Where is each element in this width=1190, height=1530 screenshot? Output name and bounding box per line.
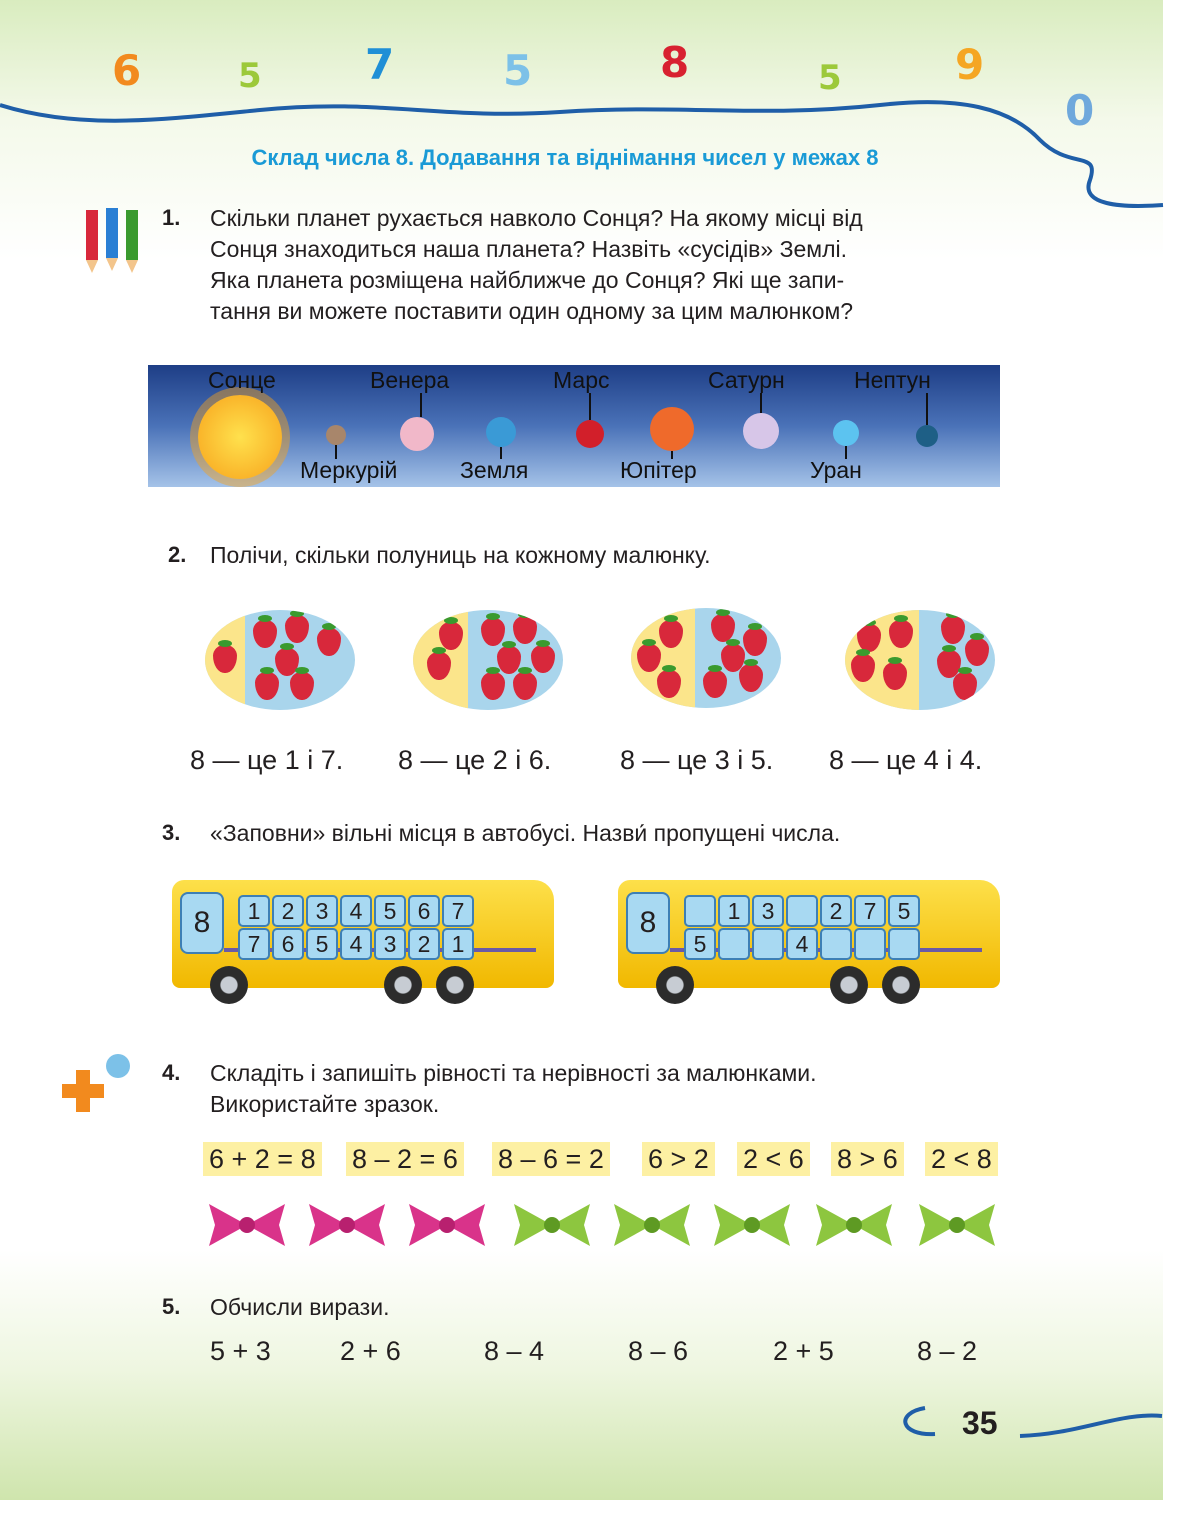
task-number: 5. [162, 1294, 181, 1319]
seat: 1 [718, 895, 750, 927]
task-text-line: Використайте зразок. [210, 1091, 440, 1117]
planet-label: Юпітер [620, 457, 697, 483]
sun-image [198, 395, 282, 479]
pointer-arrow [589, 393, 591, 420]
task-text-line: тання ви можете поставити один одному за цим малюнком? [210, 298, 854, 324]
seat: 1 [238, 895, 270, 927]
strawberry-icon [739, 664, 763, 692]
plus-character-icon [62, 1050, 142, 1120]
venus-image [400, 417, 434, 451]
strawberry-oval [845, 610, 995, 710]
strawberry-icon [481, 618, 505, 646]
wheel [656, 966, 694, 1004]
planet-label: Венера [370, 367, 450, 393]
example-inequality: 2 < 6 [737, 1142, 810, 1176]
seat: 6 [408, 895, 440, 927]
saturn-image [743, 413, 779, 449]
composition-caption: 8 — це 3 і 5. [620, 745, 774, 775]
planet-label: Марс [553, 367, 610, 393]
seat: 5 [888, 895, 920, 927]
seat: 2 [820, 895, 852, 927]
earth-image [486, 417, 516, 447]
wheel [384, 966, 422, 1004]
pink-bow-icon [405, 1200, 489, 1250]
task-number: 2. [168, 542, 187, 567]
strawberry-icon [513, 616, 537, 644]
strawberry-icon [513, 672, 537, 700]
seat: 7 [238, 928, 270, 960]
uranus-image [833, 420, 859, 446]
seat: 3 [306, 895, 338, 927]
bus-door-number: 8 [626, 892, 670, 954]
jupiter-image [650, 407, 694, 451]
page-title: Склад числа 8. Додавання та віднімання чисел у межах 8 [251, 145, 879, 170]
task-text-line: Скільки планет рухається навколо Сонця? На якому місці від [210, 205, 863, 231]
wheel [210, 966, 248, 1004]
empty-seat[interactable] [684, 895, 716, 927]
strawberry-oval [413, 610, 563, 710]
wheel [436, 966, 474, 1004]
seat: 1 [442, 928, 474, 960]
composition-caption: 8 — це 4 і 4. [829, 745, 983, 775]
task-text: Полічи, скільки полуниць на кожному малюнку. [210, 542, 711, 568]
seat: 3 [374, 928, 406, 960]
planet-label: Уран [810, 457, 862, 483]
expression: 8 – 2 [917, 1336, 978, 1366]
seat: 3 [752, 895, 784, 927]
seat: 5 [684, 928, 716, 960]
empty-seat[interactable] [752, 928, 784, 960]
expression: 5 + 3 [210, 1336, 271, 1366]
strawberry-icon [317, 628, 341, 656]
strawberry-icon [285, 615, 309, 643]
example-inequality: 6 > 2 [642, 1142, 715, 1176]
number-nine-character: 9 [955, 40, 985, 89]
neptune-image [916, 425, 938, 447]
page-number-swirl [890, 1398, 1165, 1458]
green-bow-icon [812, 1200, 896, 1250]
bus-door-number: 8 [180, 892, 224, 954]
green-bow-icon [610, 1200, 694, 1250]
wheel [882, 966, 920, 1004]
empty-seat[interactable] [786, 895, 818, 927]
number-six-character: 6 [112, 46, 142, 95]
empty-seat[interactable] [820, 928, 852, 960]
number-zero-character: 0 [1065, 86, 1095, 135]
task-text-line: Складіть і запишіть рівності та нерівності за малюнками. [210, 1060, 817, 1086]
empty-seat[interactable] [888, 928, 920, 960]
empty-seat[interactable] [854, 928, 886, 960]
mars-image [576, 420, 604, 448]
seat: 5 [306, 928, 338, 960]
task-text: Обчисли вирази. [210, 1294, 390, 1320]
green-bow-icon [915, 1200, 999, 1250]
expression: 2 + 5 [773, 1336, 834, 1366]
pink-bow-icon [205, 1200, 289, 1250]
expression: 2 + 6 [340, 1336, 401, 1366]
wheel [830, 966, 868, 1004]
task-text-line: Сонця знаходиться наша планета? Назвіть «сусідів» Землі. [210, 236, 848, 262]
example-equation: 8 – 6 = 2 [492, 1142, 610, 1176]
pointer-arrow [420, 393, 422, 417]
example-equation: 8 – 2 = 6 [346, 1142, 464, 1176]
number-five-character: 5 [238, 56, 262, 96]
expression: 8 – 4 [484, 1336, 545, 1366]
strawberry-icon [711, 614, 735, 642]
expression: 8 – 6 [628, 1336, 689, 1366]
seat: 4 [786, 928, 818, 960]
task-number: 3. [162, 820, 181, 845]
seat: 5 [374, 895, 406, 927]
example-equation: 6 + 2 = 8 [203, 1142, 322, 1176]
strawberry-oval [631, 608, 781, 708]
mercury-image [326, 425, 346, 445]
green-bow-icon [510, 1200, 594, 1250]
strawberry-icon [255, 672, 279, 700]
seat: 2 [408, 928, 440, 960]
planet-label: Сонце [208, 367, 276, 393]
task-number: 4. [162, 1060, 181, 1085]
empty-seat[interactable] [718, 928, 750, 960]
seat: 7 [442, 895, 474, 927]
composition-caption: 8 — це 1 і 7. [190, 745, 344, 775]
strawberry-icon [481, 672, 505, 700]
task-number: 1. [162, 205, 181, 230]
task-text-line: Яка планета розміщена найближче до Сонця? Які ще запи- [210, 267, 845, 293]
seat: 4 [340, 928, 372, 960]
pencils-icon [78, 205, 158, 275]
green-bow-icon [710, 1200, 794, 1250]
page-number: 35 [962, 1405, 998, 1441]
planet-label: Меркурій [300, 457, 398, 483]
seat: 2 [272, 895, 304, 927]
number-seven-character: 7 [365, 40, 395, 89]
strawberry-icon [941, 616, 965, 644]
number-five-character: 5 [818, 58, 842, 98]
header-wave [0, 0, 1170, 220]
strawberry-icon [531, 645, 555, 673]
seat: 6 [272, 928, 304, 960]
strawberry-icon [253, 620, 277, 648]
planet-label: Сатурн [708, 367, 785, 393]
example-inequality: 2 < 8 [925, 1142, 998, 1176]
composition-caption: 8 — це 2 і 6. [398, 745, 552, 775]
solar-system-strip [148, 365, 1000, 487]
planet-label: Нептун [854, 367, 931, 393]
strawberry-oval [205, 610, 355, 710]
pointer-arrow [760, 393, 762, 413]
strawberry-icon [965, 638, 989, 666]
planet-label: Земля [460, 457, 529, 483]
pointer-arrow [926, 393, 928, 425]
number-five-character: 5 [503, 46, 533, 95]
bus-filled [172, 880, 554, 988]
seat: 7 [854, 895, 886, 927]
strawberry-icon [290, 672, 314, 700]
strawberry-icon [703, 670, 727, 698]
bus-with-gaps [618, 880, 1000, 988]
pink-bow-icon [305, 1200, 389, 1250]
example-inequality: 8 > 6 [831, 1142, 904, 1176]
seat: 4 [340, 895, 372, 927]
number-eight-character: 8 [660, 38, 690, 87]
task-text: «Заповни» вільні місця в автобусі. Назви́ пропущені числа. [210, 820, 841, 846]
strawberry-icon [743, 628, 767, 656]
